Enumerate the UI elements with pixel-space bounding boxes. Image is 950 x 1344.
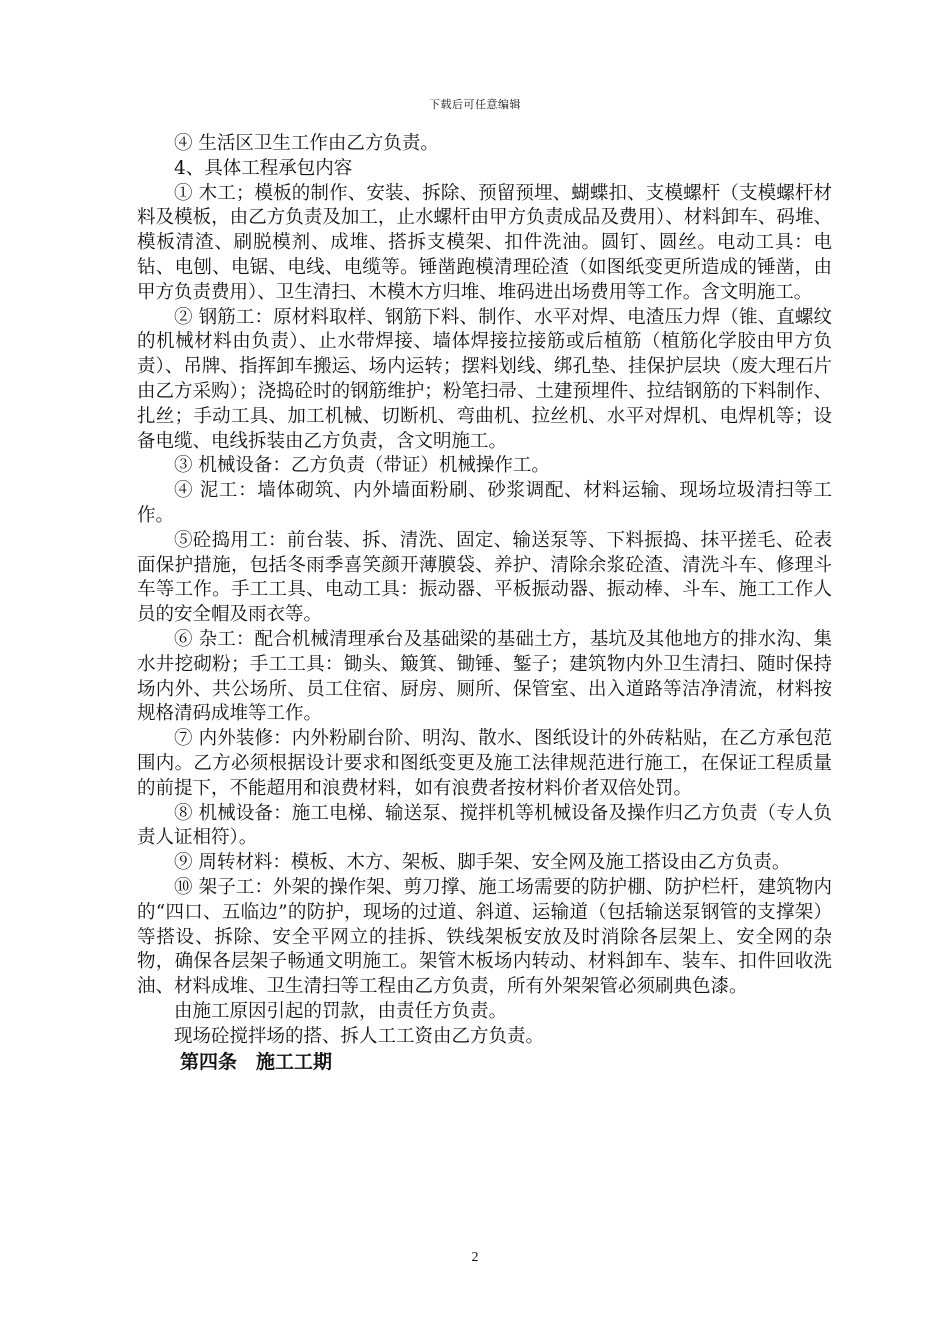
document-body bbox=[137, 132, 832, 1076]
paragraph-11: ⑨ 周转材料：模板、木方、架板、脚手架、安全网及施工搭设由乙方负责。 bbox=[174, 852, 791, 874]
paragraph-5: ③ 机械设备：乙方负责（带证）机械操作工。 bbox=[174, 455, 550, 477]
paragraph-6: ④ 泥工：墙体砌筑、内外墙面粉刷、砂浆调配、材料运输、现场垃圾清扫等工作。 bbox=[137, 480, 832, 526]
paragraph-8: ⑥ 杂工：配合机械清理承台及基础梁的基础土方，基坑及其他地方的排水沟、集水井挖砌粉；手工工具：锄头、簸箕、锄锤、錾子；建筑物内外卫生清扫、随时保持场内外、共公场所、员工住宿、厨房、厕所、保管室、出入道路等洁净清流，材料按规格清码成堆等工作。 bbox=[137, 628, 832, 725]
page-header: 下载后可任意编辑 bbox=[429, 98, 521, 111]
paragraph-3: ① 木工；模板的制作、安装、拆除、预留预埋、蝴蝶扣、支模螺杆（支模螺杆材料及模板，由乙方负责及加工，止水螺杆由甲方负责成品及费用）、材料卸车、码堆、模板清渣、刷脱模剂、成堆、搭拆支模架、扣件洗油。圆钉、圆丝。电动工具：电钻、电刨、电锯、电线、电缆等。锤凿跑模清理砼渣（如图纸变更所造成的锤凿，由甲方负责费用）、卫生清扫、木模木方归堆、堆码进出场费用等工作。含文明施工。 bbox=[137, 182, 832, 303]
paragraph-14: 现场砼搅拌场的搭、拆人工工资由乙方负责。 bbox=[174, 1025, 545, 1047]
paragraph-9: ⑦ 内外装修：内外粉刷台阶、明沟、散水、图纸设计的外砖粘贴，在乙方承包范围内。乙方必须根据设计要求和图纸变更及施工法律规范进行施工，在保证工程质量的前提下，不能超用和浪费材料，如有浪费者按材料价者双倍处罚。 bbox=[137, 728, 832, 799]
paragraph-1: ④ 生活区卫生工作由乙方负责。 bbox=[174, 133, 439, 154]
paragraph-4: ② 钢筋工：原材料取样、钢筋下料、制作、水平对焊、电渣压力焊（锥、直螺纹的机械材料由负责）、止水带焊接、墙体焊接拉接筋或后植筋（植筋化学胶由甲方负责）、吊牌、指挥卸车搬运、场内运转；摆料划线、绑孔垫、挂保护层块（废大理石片由乙方采购）；浇捣砼时的钢筋维护；粉笔扫帚、土建预埋件、拉结钢筋的下料制作、扎丝；手动工具、加工机械、切断机、弯曲机、拉丝机、水平对焊机、电焊机等；设备电缆、电线拆装由乙方负责，含文明施工。 bbox=[137, 306, 832, 452]
page-number: 2 bbox=[471, 1250, 479, 1265]
paragraph-7: ⑤砼捣用工：前台装、拆、清洗、固定、输送泵等、下料振捣、抹平搓毛、砼表面保护措施，包括冬雨季喜笑颜开薄膜袋、养护、清除余浆砼渣、清洗斗车、修理斗车等工作。手工工具、电动工具：振动器、平板振动器、振动棒、斗车、施工工作人员的安全帽及雨衣等。 bbox=[137, 529, 832, 626]
paragraph-10: ⑧ 机械设备：施工电梯、输送泵、搅拌机等机械设备及操作归乙方负责（专人负责人证相符）。 bbox=[137, 802, 832, 849]
paragraph-13: 由施工原因引起的罚款，由责任方负责。 bbox=[174, 1000, 508, 1022]
paragraph-2: 4、具体工程承包内容 bbox=[174, 157, 353, 179]
paragraph-12: ⑩ 架子工：外架的操作架、剪刀撑、施工场需要的防护棚、防护栏杆，建筑物内的“四口、五临边”的防护，现场的过道、斜道、运输道（包括输送泵钢管的支撑架）等搭设、拆除、安全平网立的挂拆、铁线架板安放及时消除各层架上、安全网的杂物，确保各层架子畅通文明施工。架管木板场内转动、材料卸车、装车、扣件回收洗油、材料成堆、卫生清扫等工程由乙方负责，所有外架架管必须刷典色漆。 bbox=[137, 876, 832, 998]
section-heading: 第四条 施工工期 bbox=[180, 1051, 333, 1074]
